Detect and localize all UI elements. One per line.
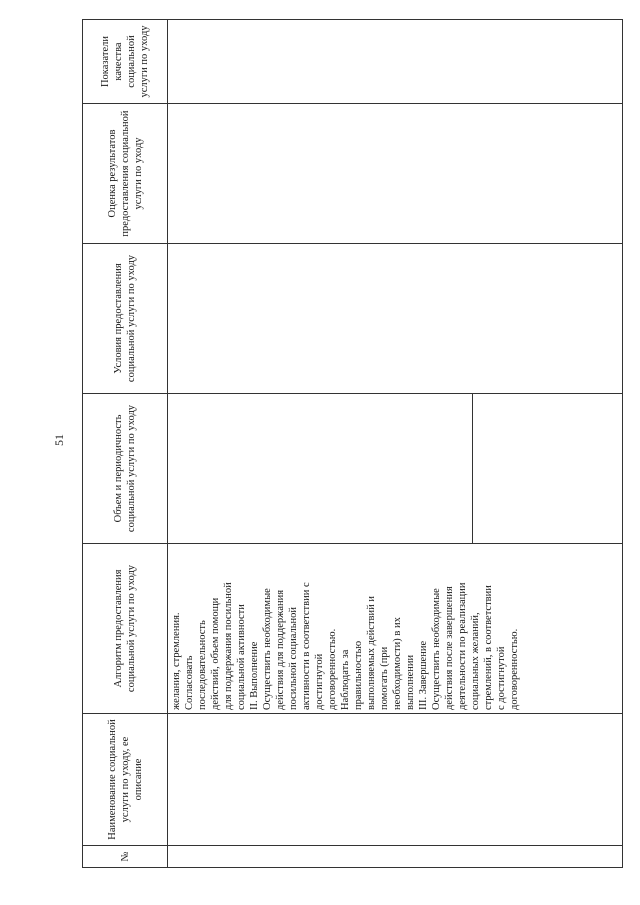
- algorithm-line: выполнении: [405, 654, 416, 710]
- algorithm-line: последовательность: [197, 620, 208, 710]
- header-evaluation: Оценка результатов предоставления социальной услуги по уходу: [83, 104, 168, 244]
- header-number: №: [83, 846, 168, 868]
- algorithm-line: посильной социальной: [288, 607, 299, 710]
- algorithm-line: стремлений, в соответствии: [483, 585, 494, 710]
- algorithm-line: для поддержания посильной: [223, 582, 234, 710]
- algorithm-line: договоренностью.: [509, 628, 520, 710]
- header-volume: Объем и периодичность социальной услуги по уходу: [83, 394, 168, 544]
- algorithm-line: действия после завершения: [444, 586, 455, 710]
- cell-number: [168, 846, 623, 868]
- header-conditions: Условия предоставления социальной услуги по уходу: [83, 244, 168, 394]
- algorithm-line: необходимости) в их: [392, 617, 403, 710]
- social-service-table: [82, 19, 623, 868]
- cell-evaluation: [168, 104, 623, 244]
- cell-volume-upper: [168, 394, 473, 544]
- algorithm-line: Осуществить необходимые: [262, 588, 273, 710]
- algorithm-line: II. Выполнение: [249, 641, 260, 710]
- algorithm-line: деятельности по реализации: [457, 582, 468, 710]
- header-row: [83, 20, 168, 868]
- table-row: [168, 20, 473, 868]
- algorithm-line: помогать (при: [379, 646, 390, 710]
- algorithm-line: Осуществить необходимые: [431, 588, 442, 710]
- cell-algorithm: [168, 544, 623, 714]
- algorithm-line: с достигнутой: [496, 646, 507, 710]
- cell-name: [168, 714, 623, 846]
- algorithm-line: Наблюдать за: [340, 649, 351, 710]
- algorithm-line: правильностью: [353, 640, 364, 710]
- page-number: 51: [52, 434, 66, 446]
- header-algorithm: Алгоритм предоставления социальной услуги по уходу: [83, 544, 168, 714]
- cell-volume-lower: [473, 394, 623, 544]
- rotated-table-wrapper: [82, 20, 617, 868]
- header-name: Наименование социальной услуги по уходу, ее описание: [83, 714, 168, 846]
- algorithm-line: социальной активности: [236, 604, 247, 710]
- cell-conditions: [168, 244, 623, 394]
- algorithm-line: активности в соответствии с: [301, 582, 312, 710]
- algorithm-line: Согласовать: [184, 655, 195, 710]
- cell-quality: [168, 20, 623, 104]
- algorithm-line: действия для поддержания: [275, 589, 286, 710]
- header-quality: Показатели качества социальной услуги по уходу: [83, 20, 168, 104]
- algorithm-line: достигнутой: [314, 653, 325, 710]
- algorithm-line: договоренностью.: [327, 628, 338, 710]
- algorithm-line: III. Завершение: [418, 640, 429, 710]
- algorithm-line: действий, объем помощи: [210, 597, 221, 710]
- algorithm-line: желания, стремления.: [171, 612, 182, 710]
- algorithm-line: выполняемых действий и: [366, 596, 377, 710]
- algorithm-line: социальных желаний,: [470, 612, 481, 710]
